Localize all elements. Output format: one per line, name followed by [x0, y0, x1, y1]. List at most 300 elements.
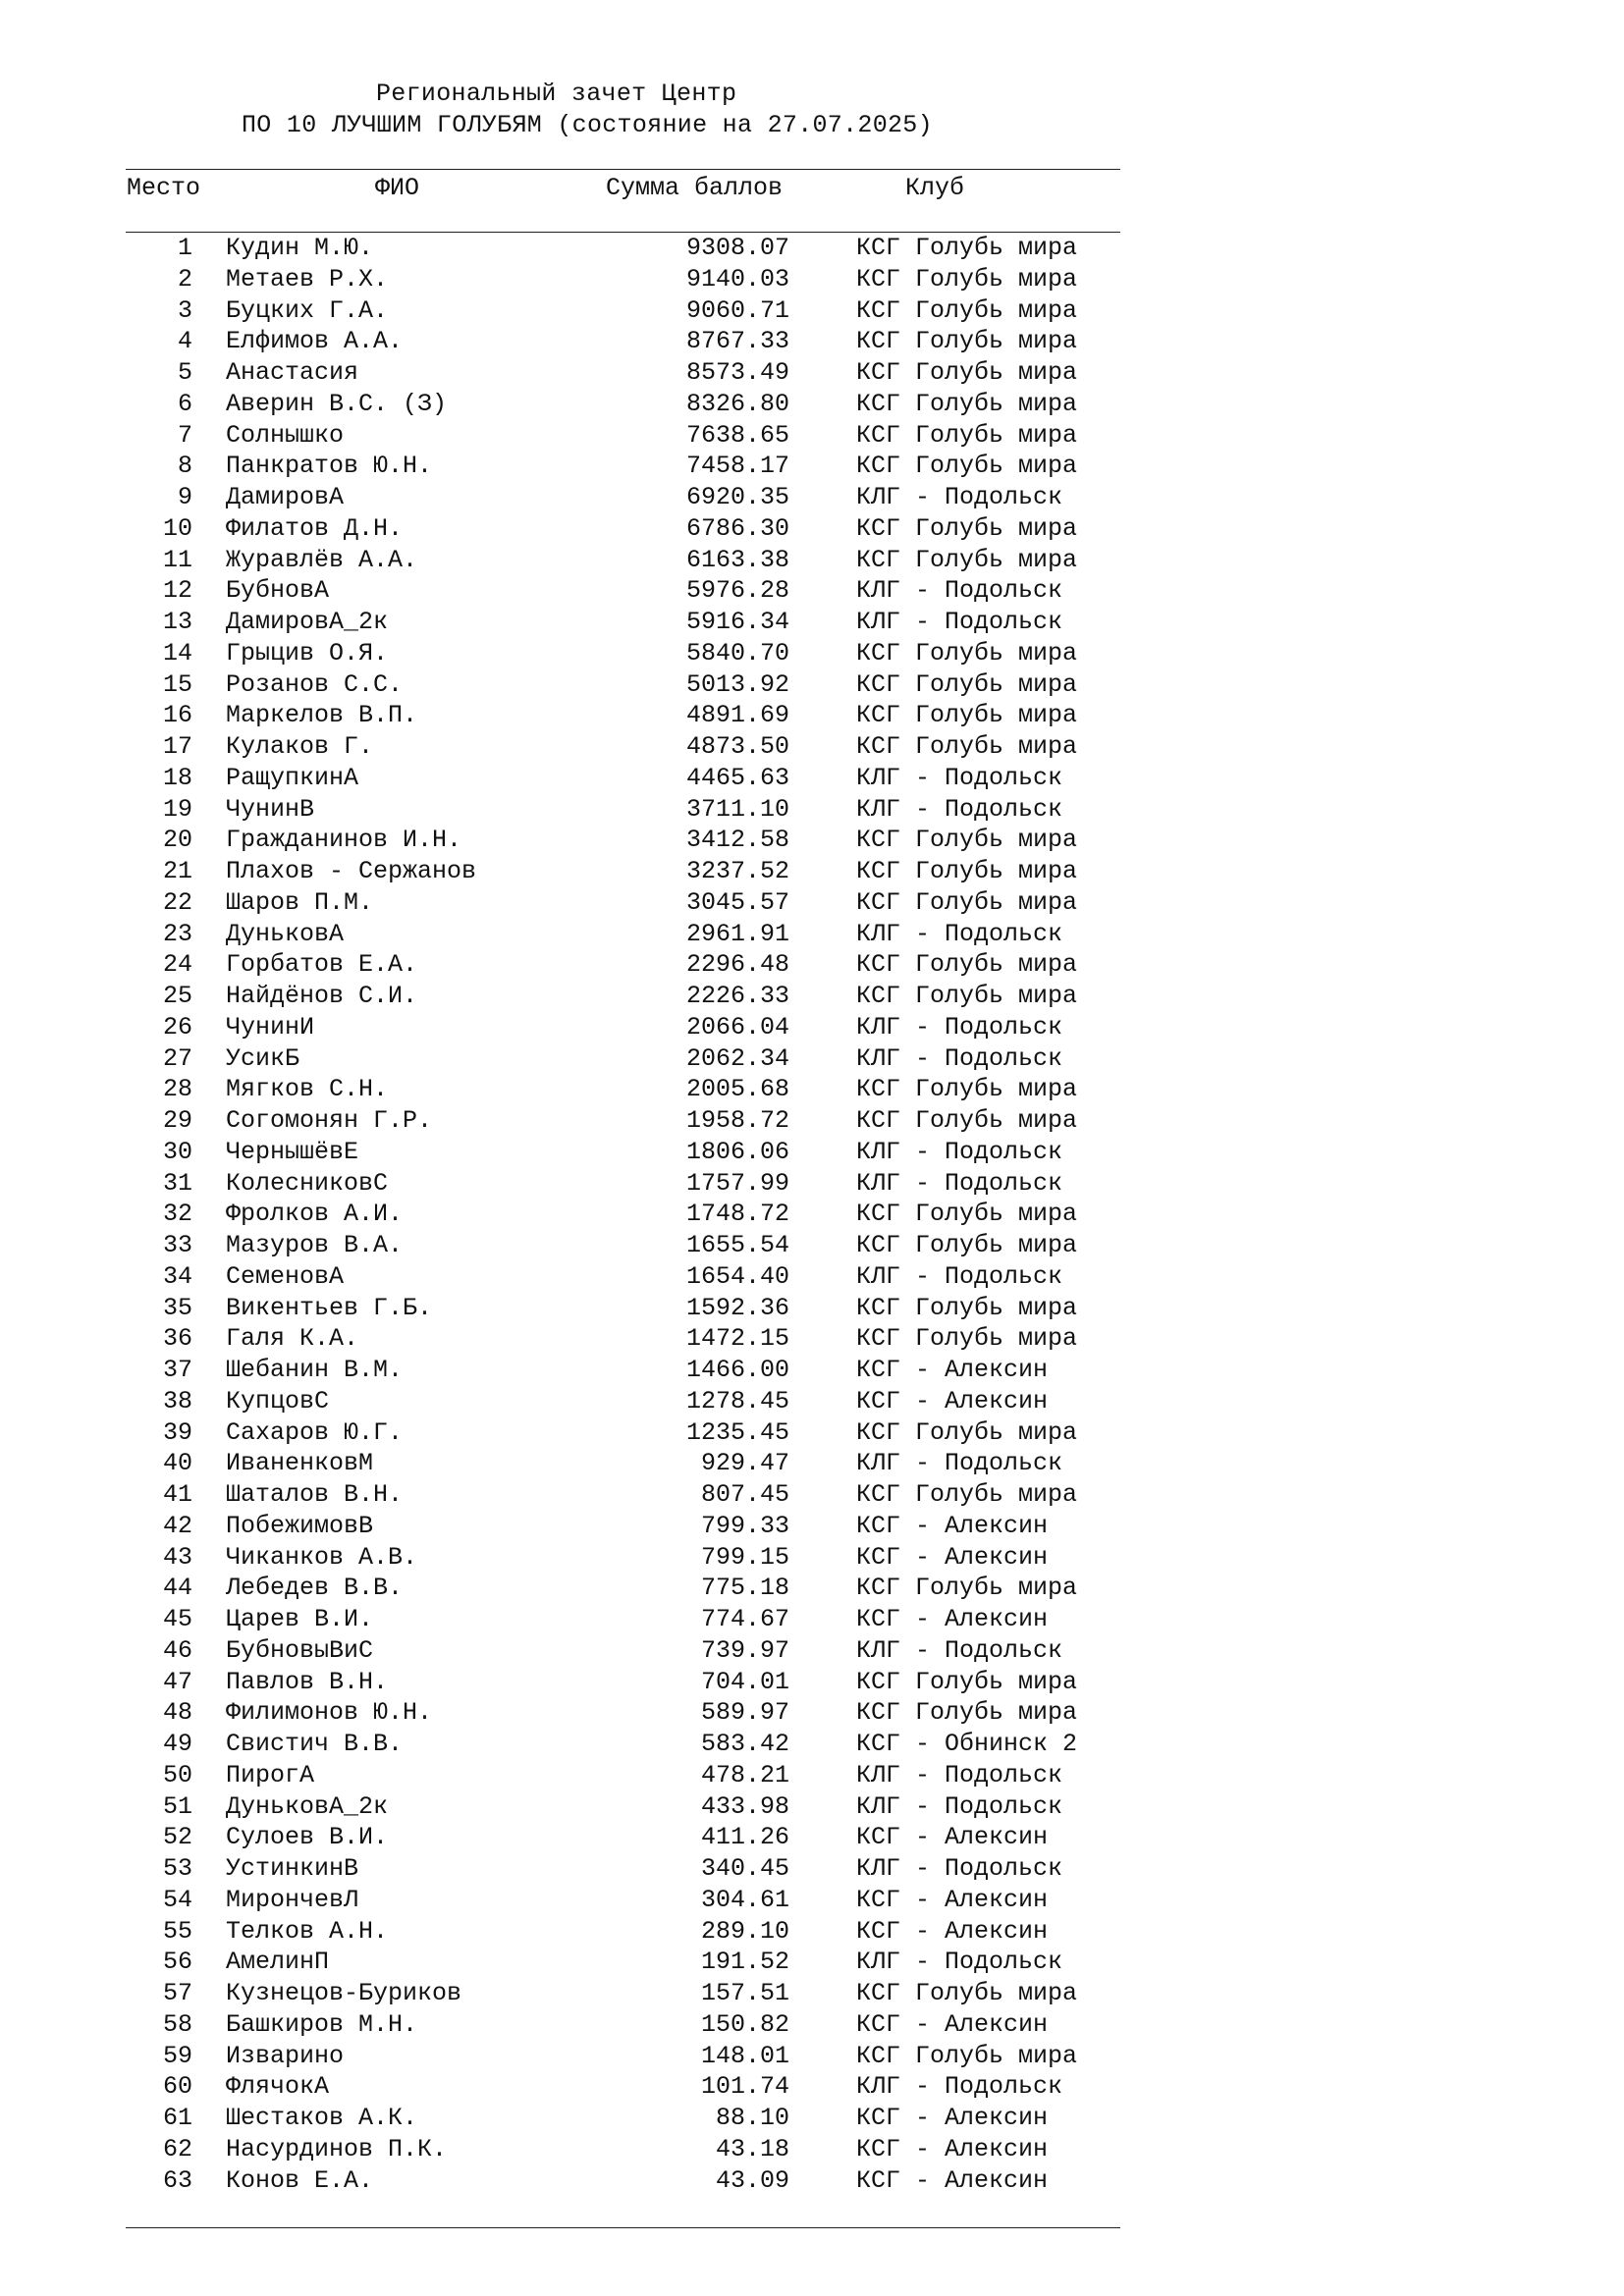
cell-name: КолесниковС — [226, 1168, 389, 1198]
table-row — [0, 1760, 1624, 1791]
table-row — [0, 1853, 1624, 1885]
cell-club: КСГ Голубь мира — [856, 857, 1078, 885]
table-row — [0, 1386, 1624, 1417]
cell-place: 61 — [162, 2104, 192, 2132]
cell-club: КЛГ - Подольск — [856, 2072, 1063, 2102]
cell-name: Аверин В.С. (З) — [226, 389, 448, 418]
cell-place: 17 — [162, 732, 192, 761]
cell-club: КЛГ - Подольск — [856, 794, 1063, 824]
cell-place: 23 — [162, 919, 192, 948]
table-row — [0, 1479, 1624, 1511]
cell-name: ДамировА — [226, 483, 345, 511]
cell-name: Телков А.Н. — [226, 1916, 389, 1946]
cell-score: 2226.33 — [685, 982, 789, 1010]
cell-place: 1 — [177, 234, 192, 262]
cell-place: 62 — [162, 2134, 192, 2163]
cell-score: 799.33 — [700, 1511, 789, 1540]
cell-score: 5976.28 — [685, 576, 789, 606]
table-row — [0, 326, 1624, 357]
cell-name: Елфимов А.А. — [226, 327, 404, 356]
cell-name: Филатов Д.Н. — [226, 513, 404, 543]
cell-name: Филимонов Ю.Н. — [226, 1698, 433, 1728]
cell-score: 478.21 — [700, 1760, 789, 1789]
cell-place: 3 — [177, 295, 192, 325]
cell-club: КСГ Голубь мира — [856, 1324, 1078, 1354]
cell-score: 2005.68 — [685, 1075, 789, 1104]
cell-club: КСГ Голубь мира — [856, 358, 1078, 387]
cell-score: 7458.17 — [685, 452, 789, 481]
cell-score: 2961.91 — [685, 919, 789, 948]
cell-club: КСГ - Алексин — [856, 1386, 1049, 1415]
cell-club: КЛГ - Подольск — [856, 1168, 1063, 1198]
cell-score: 3045.57 — [685, 887, 789, 917]
cell-name: Фролков А.И. — [226, 1200, 404, 1229]
cell-name: РащупкинА — [226, 763, 359, 792]
table-row — [0, 1293, 1624, 1324]
table-row — [0, 1791, 1624, 1823]
cell-score: 1592.36 — [685, 1293, 789, 1322]
cell-name: БубновыВиС — [226, 1635, 374, 1665]
cell-club: КСГ Голубь мира — [856, 389, 1078, 418]
cell-score: 157.51 — [700, 1979, 789, 2007]
cell-place: 42 — [162, 1511, 192, 1540]
cell-score: 2062.34 — [685, 1043, 789, 1073]
cell-name: Шаталов В.Н. — [226, 1480, 404, 1509]
cell-place: 30 — [162, 1137, 192, 1166]
table-row — [0, 887, 1624, 919]
table-row — [0, 545, 1624, 576]
table-row — [0, 1137, 1624, 1168]
cell-club: КСГ Голубь мира — [856, 1480, 1078, 1509]
table-row — [0, 264, 1624, 295]
cell-place: 40 — [162, 1449, 192, 1478]
table-row — [0, 1323, 1624, 1355]
table-row — [0, 233, 1624, 264]
cell-place: 52 — [162, 1823, 192, 1852]
cell-club: КСГ - Обнинск 2 — [856, 1730, 1078, 1758]
cell-score: 589.97 — [700, 1698, 789, 1728]
cell-place: 43 — [162, 1542, 192, 1572]
cell-name: Маркелов В.П. — [226, 701, 418, 730]
table-row — [0, 1667, 1624, 1698]
table-row — [0, 1604, 1624, 1635]
cell-name: ЧернышёвЕ — [226, 1137, 359, 1166]
table-row — [0, 1697, 1624, 1729]
cell-score: 799.15 — [700, 1542, 789, 1572]
cell-score: 4891.69 — [685, 701, 789, 730]
table-row — [0, 1978, 1624, 2009]
cell-club: КСГ Голубь мира — [856, 234, 1078, 262]
cell-place: 31 — [162, 1168, 192, 1198]
cell-score: 6163.38 — [685, 545, 789, 574]
cell-score: 807.45 — [700, 1480, 789, 1509]
cell-club: КСГ Голубь мира — [856, 826, 1078, 855]
cell-club: КСГ - Алексин — [856, 1916, 1049, 1946]
cell-club: КЛГ - Подольск — [856, 1791, 1063, 1821]
cell-score: 304.61 — [700, 1885, 789, 1914]
cell-club: КСГ Голубь мира — [856, 1231, 1078, 1259]
cell-club: КСГ Голубь мира — [856, 545, 1078, 574]
cell-place: 9 — [177, 483, 192, 511]
cell-club: КСГ Голубь мира — [856, 295, 1078, 325]
cell-place: 13 — [162, 608, 192, 636]
cell-score: 583.42 — [700, 1730, 789, 1758]
cell-place: 35 — [162, 1293, 192, 1322]
cell-score: 1958.72 — [685, 1106, 789, 1135]
cell-club: КСГ Голубь мира — [856, 420, 1078, 450]
table-row — [0, 949, 1624, 981]
table-row — [0, 357, 1624, 389]
table-row — [0, 825, 1624, 856]
cell-place: 53 — [162, 1854, 192, 1883]
cell-place: 56 — [162, 1948, 192, 1977]
cell-club: КЛГ - Подольск — [856, 763, 1063, 792]
table-row — [0, 1261, 1624, 1293]
table-bottom-rule — [126, 2227, 1120, 2228]
table-row — [0, 295, 1624, 327]
table-row — [0, 482, 1624, 513]
table-row — [0, 1199, 1624, 1230]
table-row — [0, 1885, 1624, 1916]
cell-place: 18 — [162, 763, 192, 792]
cell-score: 2296.48 — [685, 950, 789, 980]
cell-name: Башкиров М.Н. — [226, 2009, 418, 2039]
header-score: Сумма баллов — [606, 174, 784, 202]
cell-score: 43.09 — [715, 2165, 789, 2195]
cell-place: 26 — [162, 1012, 192, 1041]
table-row — [0, 1822, 1624, 1853]
cell-place: 28 — [162, 1075, 192, 1104]
cell-place: 20 — [162, 826, 192, 855]
cell-place: 4 — [177, 327, 192, 356]
cell-place: 37 — [162, 1356, 192, 1384]
cell-club: КСГ - Алексин — [856, 1605, 1049, 1633]
cell-place: 10 — [162, 513, 192, 543]
cell-club: КСГ Голубь мира — [856, 950, 1078, 980]
cell-place: 48 — [162, 1698, 192, 1728]
header-name: ФИО — [375, 174, 420, 202]
cell-club: КСГ - Алексин — [856, 1511, 1049, 1540]
cell-place: 15 — [162, 669, 192, 699]
cell-club: КСГ Голубь мира — [856, 982, 1078, 1010]
cell-club: КЛГ - Подольск — [856, 1854, 1063, 1883]
header-place: Место — [127, 174, 201, 202]
cell-score: 1655.54 — [685, 1231, 789, 1259]
cell-name: Буцких Г.А. — [226, 295, 389, 325]
cell-place: 27 — [162, 1043, 192, 1073]
cell-club: КЛГ - Подольск — [856, 1137, 1063, 1166]
cell-club: КЛГ - Подольск — [856, 1449, 1063, 1478]
cell-name: Чиканков А.В. — [226, 1542, 418, 1572]
cell-place: 59 — [162, 2041, 192, 2070]
cell-name: КупцовС — [226, 1386, 330, 1415]
cell-club: КСГ - Алексин — [856, 1885, 1049, 1914]
cell-score: 3711.10 — [685, 794, 789, 824]
table-row — [0, 1729, 1624, 1760]
cell-name: Шаров П.М. — [226, 887, 374, 917]
cell-place: 19 — [162, 794, 192, 824]
cell-club: КЛГ - Подольск — [856, 1012, 1063, 1041]
cell-score: 9140.03 — [685, 264, 789, 294]
cell-score: 929.47 — [700, 1449, 789, 1478]
table-row — [0, 1074, 1624, 1105]
cell-name: Мазуров В.А. — [226, 1231, 404, 1259]
table-header — [0, 173, 1624, 204]
cell-name: Сахаров Ю.Г. — [226, 1417, 404, 1447]
cell-score: 704.01 — [700, 1667, 789, 1696]
cell-name: Мягков С.Н. — [226, 1075, 389, 1104]
cell-name: Изварино — [226, 2041, 345, 2070]
cell-name: Журавлёв А.А. — [226, 545, 418, 574]
cell-score: 1757.99 — [685, 1168, 789, 1198]
cell-club: КСГ Голубь мира — [856, 264, 1078, 294]
cell-place: 6 — [177, 389, 192, 418]
cell-name: ДуньковА — [226, 919, 345, 948]
cell-club: КЛГ - Подольск — [856, 1760, 1063, 1789]
cell-score: 8767.33 — [685, 327, 789, 356]
cell-score: 775.18 — [700, 1574, 789, 1603]
cell-place: 5 — [177, 358, 192, 387]
table-row — [0, 981, 1624, 1012]
table-row — [0, 731, 1624, 763]
cell-place: 38 — [162, 1386, 192, 1415]
cell-place: 36 — [162, 1324, 192, 1354]
table-row — [0, 1573, 1624, 1604]
table-row — [0, 1916, 1624, 1948]
cell-club: КСГ Голубь мира — [856, 327, 1078, 356]
table-row — [0, 638, 1624, 669]
cell-place: 32 — [162, 1200, 192, 1229]
cell-club: КСГ Голубь мира — [856, 887, 1078, 917]
table-row — [0, 1230, 1624, 1261]
cell-score: 9308.07 — [685, 234, 789, 262]
cell-club: КСГ Голубь мира — [856, 1075, 1078, 1104]
cell-name: Сулоев В.И. — [226, 1823, 389, 1852]
cell-name: ИваненковМ — [226, 1449, 374, 1478]
cell-place: 51 — [162, 1791, 192, 1821]
cell-name: Плахов - Сержанов — [226, 857, 477, 885]
cell-club: КЛГ - Подольск — [856, 1635, 1063, 1665]
cell-name: Шебанин В.М. — [226, 1356, 404, 1384]
cell-club: КСГ Голубь мира — [856, 638, 1078, 667]
cell-name: Розанов С.С. — [226, 669, 404, 699]
cell-name: Найдёнов С.И. — [226, 982, 418, 1010]
cell-score: 4873.50 — [685, 732, 789, 761]
table-row — [0, 1043, 1624, 1075]
cell-name: Грыцив О.Я. — [226, 638, 389, 667]
cell-place: 12 — [162, 576, 192, 606]
cell-club: КСГ - Алексин — [856, 2009, 1049, 2039]
cell-club: КСГ Голубь мира — [856, 732, 1078, 761]
cell-club: КСГ Голубь мира — [856, 1667, 1078, 1696]
cell-place: 16 — [162, 701, 192, 730]
cell-name: Викентьев Г.Б. — [226, 1293, 433, 1322]
cell-name: УсикБ — [226, 1043, 300, 1073]
cell-club: КСГ - Алексин — [856, 2165, 1049, 2195]
cell-score: 1748.72 — [685, 1200, 789, 1229]
cell-score: 3237.52 — [685, 857, 789, 885]
cell-score: 6786.30 — [685, 513, 789, 543]
cell-score: 774.67 — [700, 1605, 789, 1633]
table-row — [0, 1012, 1624, 1043]
cell-place: 49 — [162, 1730, 192, 1758]
cell-score: 1654.40 — [685, 1261, 789, 1291]
table-row — [0, 2134, 1624, 2165]
table-row — [0, 575, 1624, 607]
cell-place: 44 — [162, 1574, 192, 1603]
cell-score: 1235.45 — [685, 1417, 789, 1447]
cell-score: 5840.70 — [685, 638, 789, 667]
cell-name: Горбатов Е.А. — [226, 950, 418, 980]
cell-name: Свистич В.В. — [226, 1730, 404, 1758]
cell-place: 8 — [177, 452, 192, 481]
cell-score: 43.18 — [715, 2134, 789, 2163]
cell-club: КСГ Голубь мира — [856, 513, 1078, 543]
table-body — [0, 233, 1624, 2196]
cell-name: УстинкинВ — [226, 1854, 359, 1883]
cell-name: ДамировА_2к — [226, 608, 389, 636]
cell-name: ФлячокА — [226, 2072, 330, 2102]
cell-place: 34 — [162, 1261, 192, 1291]
cell-name: Метаев Р.Х. — [226, 264, 389, 294]
cell-name: БубновА — [226, 576, 330, 606]
cell-score: 7638.65 — [685, 420, 789, 450]
table-row — [0, 1448, 1624, 1479]
cell-place: 41 — [162, 1480, 192, 1509]
cell-place: 63 — [162, 2165, 192, 2195]
cell-place: 54 — [162, 1885, 192, 1914]
cell-name: ДуньковА_2к — [226, 1791, 389, 1821]
table-row — [0, 2103, 1624, 2134]
table-row — [0, 2041, 1624, 2072]
cell-place: 58 — [162, 2009, 192, 2039]
cell-name: Шестаков А.К. — [226, 2104, 418, 2132]
cell-score: 411.26 — [700, 1823, 789, 1852]
cell-name: Галя К.А. — [226, 1324, 359, 1354]
table-row — [0, 451, 1624, 482]
cell-name: Царев В.И. — [226, 1605, 374, 1633]
cell-name: Кудин М.Ю. — [226, 234, 374, 262]
cell-club: КСГ Голубь мира — [856, 1417, 1078, 1447]
table-row — [0, 1635, 1624, 1667]
cell-score: 340.45 — [700, 1854, 789, 1883]
cell-name: Конов Е.А. — [226, 2165, 374, 2195]
cell-score: 5013.92 — [685, 669, 789, 699]
cell-place: 21 — [162, 857, 192, 885]
cell-name: СеменовА — [226, 1261, 345, 1291]
table-row — [0, 1511, 1624, 1542]
cell-place: 46 — [162, 1635, 192, 1665]
cell-place: 55 — [162, 1916, 192, 1946]
cell-club: КЛГ - Подольск — [856, 1948, 1063, 1977]
cell-score: 1806.06 — [685, 1137, 789, 1166]
cell-club: КСГ - Алексин — [856, 1542, 1049, 1572]
cell-club: КСГ Голубь мира — [856, 1979, 1078, 2007]
cell-name: Панкратов Ю.Н. — [226, 452, 433, 481]
table-row — [0, 1355, 1624, 1386]
cell-score: 5916.34 — [685, 608, 789, 636]
cell-club: КЛГ - Подольск — [856, 483, 1063, 511]
cell-score: 101.74 — [700, 2072, 789, 2102]
cell-club: КСГ Голубь мира — [856, 1698, 1078, 1728]
table-row — [0, 389, 1624, 420]
cell-place: 60 — [162, 2072, 192, 2102]
cell-score: 739.97 — [700, 1635, 789, 1665]
cell-name: Лебедев В.В. — [226, 1574, 404, 1603]
cell-place: 29 — [162, 1106, 192, 1135]
cell-score: 8326.80 — [685, 389, 789, 418]
cell-place: 33 — [162, 1231, 192, 1259]
cell-club: КСГ Голубь мира — [856, 1293, 1078, 1322]
cell-score: 4465.63 — [685, 763, 789, 792]
cell-score: 433.98 — [700, 1791, 789, 1821]
cell-club: КСГ Голубь мира — [856, 701, 1078, 730]
cell-place: 7 — [177, 420, 192, 450]
table-row — [0, 763, 1624, 794]
cell-club: КСГ - Алексин — [856, 2104, 1049, 2132]
header-club: Клуб — [905, 174, 965, 202]
cell-score: 3412.58 — [685, 826, 789, 855]
table-row — [0, 1168, 1624, 1200]
cell-place: 14 — [162, 638, 192, 667]
cell-club: КСГ Голубь мира — [856, 669, 1078, 699]
cell-score: 6920.35 — [685, 483, 789, 511]
cell-name: ЧунинВ — [226, 794, 315, 824]
table-row — [0, 919, 1624, 950]
document-title: Региональный зачет Центр — [376, 80, 737, 108]
cell-place: 25 — [162, 982, 192, 1010]
cell-club: КСГ - Алексин — [856, 1356, 1049, 1384]
cell-name: ПобежимовВ — [226, 1511, 374, 1540]
table-row — [0, 2071, 1624, 2103]
cell-place: 24 — [162, 950, 192, 980]
cell-name: Павлов В.Н. — [226, 1667, 389, 1696]
cell-club: КЛГ - Подольск — [856, 608, 1063, 636]
cell-score: 1466.00 — [685, 1356, 789, 1384]
table-top-rule — [126, 169, 1120, 170]
table-row — [0, 1105, 1624, 1137]
cell-place: 2 — [177, 264, 192, 294]
cell-score: 9060.71 — [685, 295, 789, 325]
cell-name: Анастасия — [226, 358, 359, 387]
cell-place: 50 — [162, 1760, 192, 1789]
table-row — [0, 2165, 1624, 2197]
table-row — [0, 1947, 1624, 1978]
cell-place: 22 — [162, 887, 192, 917]
table-row — [0, 669, 1624, 701]
table-row — [0, 856, 1624, 887]
cell-name: АмелинП — [226, 1948, 330, 1977]
cell-club: КЛГ - Подольск — [856, 576, 1063, 606]
table-row — [0, 1542, 1624, 1574]
cell-score: 191.52 — [700, 1948, 789, 1977]
cell-score: 1278.45 — [685, 1386, 789, 1415]
cell-score: 88.10 — [715, 2104, 789, 2132]
cell-club: КСГ Голубь мира — [856, 452, 1078, 481]
cell-club: КЛГ - Подольск — [856, 1043, 1063, 1073]
cell-place: 47 — [162, 1667, 192, 1696]
table-row — [0, 2009, 1624, 2041]
cell-name: Гражданинов И.Н. — [226, 826, 462, 855]
cell-club: КЛГ - Подольск — [856, 1261, 1063, 1291]
cell-place: 45 — [162, 1605, 192, 1633]
cell-name: ЧунинИ — [226, 1012, 315, 1041]
cell-name: Согомонян Г.Р. — [226, 1106, 433, 1135]
cell-place: 39 — [162, 1417, 192, 1447]
cell-club: КСГ - Алексин — [856, 2134, 1049, 2163]
cell-club: КСГ - Алексин — [856, 1823, 1049, 1852]
cell-club: КСГ Голубь мира — [856, 1574, 1078, 1603]
